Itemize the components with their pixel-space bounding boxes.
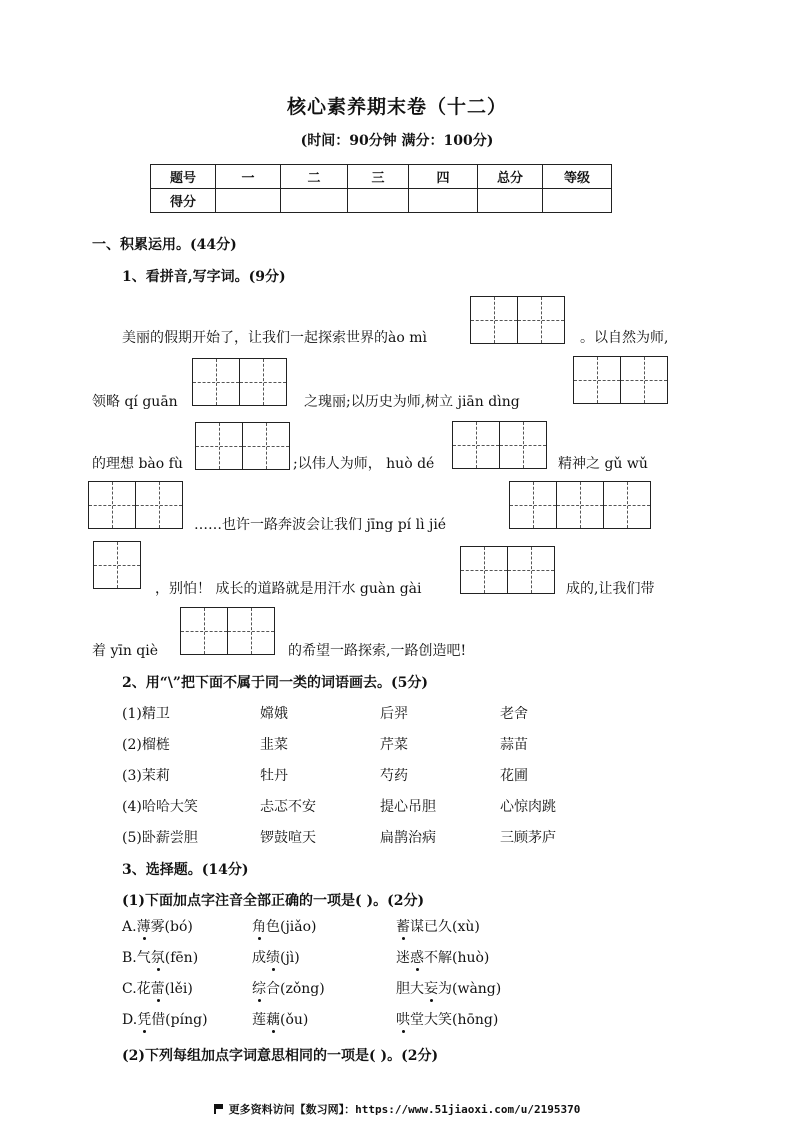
question-heading: 1、看拼音,写字词。(9分): [122, 269, 286, 285]
question-stem: (2)下列每组加点字词意思相同的一项是( )。(2分): [122, 1048, 439, 1064]
header-cell: 总分: [478, 165, 543, 189]
score-field[interactable]: [543, 189, 612, 213]
option-b[interactable]: B.气氛(fēn): [122, 950, 199, 966]
passage-text: 。以自然为师,: [580, 330, 669, 346]
header-cell: 题号: [151, 165, 216, 189]
answer-grid[interactable]: [93, 541, 141, 589]
option-d-word: 莲藕(ǒu): [252, 1012, 309, 1028]
option-a-word: 角色(jiǎo): [252, 919, 317, 935]
option-a[interactable]: A.薄雾(bó): [122, 919, 193, 935]
option-c-word: 综合(zǒng): [252, 981, 325, 997]
answer-grid[interactable]: [180, 607, 275, 655]
word-item[interactable]: (3)茉莉: [122, 768, 170, 784]
word-item[interactable]: 芹菜: [380, 737, 408, 753]
answer-grid[interactable]: [195, 422, 290, 470]
answer-grid[interactable]: [573, 356, 668, 404]
score-field[interactable]: [348, 189, 409, 213]
word-item[interactable]: (5)卧薪尝胆: [122, 830, 198, 846]
passage-text: 美丽的假期开始了，让我们一起探索世界的ào mì: [122, 330, 427, 346]
header-cell: 三: [348, 165, 409, 189]
option-d-word: 哄堂大笑(hōng): [396, 1012, 499, 1028]
answer-grid[interactable]: [192, 358, 287, 406]
word-item[interactable]: 提心吊胆: [380, 799, 436, 815]
answer-grid[interactable]: [460, 546, 555, 594]
question-heading: 3、选择题。(14分): [122, 862, 249, 878]
word-item[interactable]: 三顾茅庐: [500, 830, 556, 846]
footer-text: 更多资料访问【数习网】：https://www.51jiaoxi.com/u/2195370: [228, 1103, 581, 1116]
flag-icon: [214, 1104, 225, 1114]
row-label: 得分: [151, 189, 216, 213]
footer-link[interactable]: [0, 1101, 794, 1117]
exam-info: (时间：90分钟 满分：100分): [300, 133, 494, 149]
passage-text: 的希望一路探索,一路创造吧!: [288, 643, 467, 659]
passage-text: 成的,让我们带: [566, 581, 655, 597]
word-item[interactable]: 忐忑不安: [260, 799, 316, 815]
header-cell: 一: [216, 165, 281, 189]
passage-text: 之瑰丽;以历史为师,树立 jiān dìng: [304, 394, 520, 410]
score-table-score-row: [151, 189, 612, 213]
score-field[interactable]: [478, 189, 543, 213]
answer-grid[interactable]: [452, 421, 547, 469]
word-item[interactable]: 韭菜: [260, 737, 288, 753]
option-a-word: 蓄谋已久(xù): [396, 919, 480, 935]
question-heading: 2、用“\”把下面不属于同一类的词语画去。(5分): [122, 675, 428, 691]
header-cell: 等级: [543, 165, 612, 189]
answer-grid[interactable]: [470, 296, 565, 344]
score-field[interactable]: [216, 189, 281, 213]
option-b-word: 迷惑不解(huò): [396, 950, 490, 966]
word-item[interactable]: 锣鼓喧天: [260, 830, 316, 846]
word-item[interactable]: 后羿: [380, 706, 408, 722]
score-table: [150, 164, 612, 213]
passage-text: ，别怕！ 成长的道路就是用汗水 guàn gài: [155, 581, 422, 597]
score-field[interactable]: [281, 189, 348, 213]
section-heading: 一、积累运用。(44分): [92, 237, 237, 253]
option-d[interactable]: D.凭借(píng): [122, 1012, 208, 1028]
passage-text: 着 yīn qiè: [92, 643, 159, 659]
word-item[interactable]: 牡丹: [260, 768, 288, 784]
word-item[interactable]: 心惊肉跳: [500, 799, 556, 815]
answer-grid[interactable]: [509, 481, 651, 529]
word-item[interactable]: (4)哈哈大笑: [122, 799, 198, 815]
score-table-header-row: [151, 165, 612, 189]
word-item[interactable]: 扁鹊治病: [380, 830, 436, 846]
word-item[interactable]: 蒜苗: [500, 737, 528, 753]
question-stem: (1)下面加点字注音全部正确的一项是( )。(2分): [122, 893, 425, 909]
header-cell: 二: [281, 165, 348, 189]
page-title: 核心素养期末卷（十二）: [286, 96, 507, 118]
passage-text: ;以伟人为师， huò dé: [293, 456, 435, 472]
answer-grid[interactable]: [88, 481, 183, 529]
passage-text: ……也许一路奔波会让我们 jīng pí lì jié: [194, 517, 447, 533]
word-item[interactable]: 嫦娥: [260, 706, 288, 722]
word-item[interactable]: 芍药: [380, 768, 408, 784]
word-item[interactable]: (2)榴梿: [122, 737, 170, 753]
word-item[interactable]: 老舍: [500, 706, 528, 722]
option-c-word: 胆大妄为(wàng): [396, 981, 502, 997]
header-cell: 四: [409, 165, 478, 189]
score-field[interactable]: [409, 189, 478, 213]
passage-text: 的理想 bào fù: [92, 456, 183, 472]
option-b-word: 成绩(jì): [252, 950, 300, 966]
passage-text: 精神之 gǔ wǔ: [558, 456, 648, 472]
word-item[interactable]: 花圃: [500, 768, 528, 784]
passage-text: 领略 qí guān: [92, 394, 178, 410]
option-c[interactable]: C.花蕾(lěi): [122, 981, 193, 997]
word-item[interactable]: (1)精卫: [122, 706, 170, 722]
